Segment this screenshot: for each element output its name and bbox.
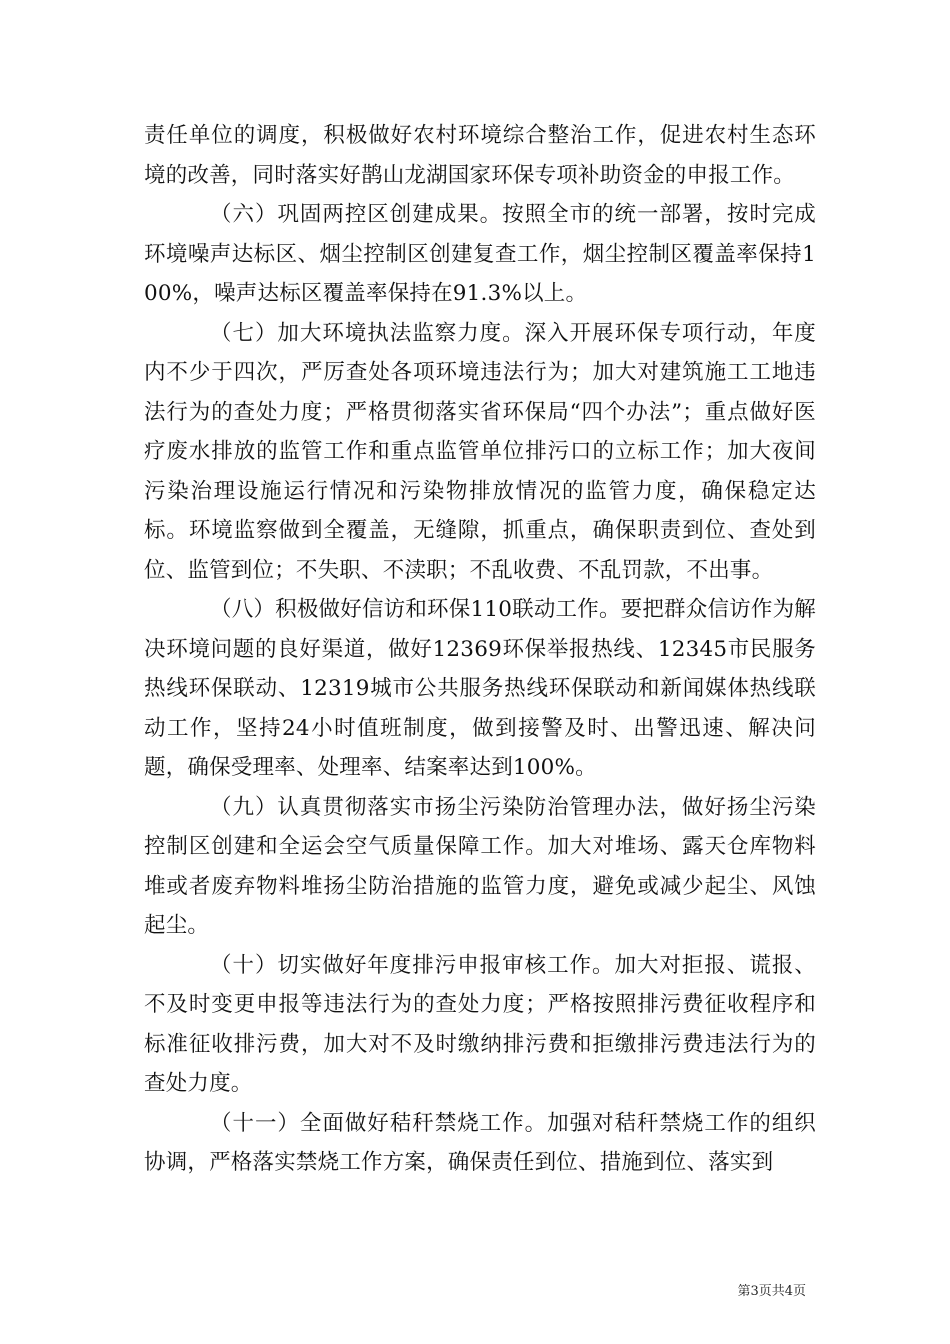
paragraph-item-6: （六）巩固两控区创建成果。按照全市的统一部署，按时完成环境噪声达标区、烟尘控制区创建复查工作，烟尘控制区覆盖率保持100%，噪声达标区覆盖率保持在91.3%以上。 [144, 202, 816, 306]
paragraph-item-8: （八）积极做好信访和环保110联动工作。要把群众信访作为解决环境问题的良好渠道，做好12369环保举报热线、12345市民服务热线环保联动、12319城市公共服务热线环保联动和新闻媒体热线联动工作，坚持24小时值班制度，做到接警及时、出警迅速、解决问题，确保受理率、处理率、结案率达到100%。 [144, 597, 816, 780]
paragraph-item-10: （十）切实做好年度排污申报审核工作。加大对拒报、谎报、不及时变更申报等违法行为的查处力度；严格按照排污费征收程序和标准征收排污费，加大对不及时缴纳排污费和拒缴排污费违法行为的查处力度。 [144, 952, 816, 1096]
document-body [144, 116, 816, 1183]
page-number: 第3页共4页 [737, 1284, 806, 1299]
paragraph-continuation: 责任单位的调度，积极做好农村环境综合整治工作，促进农村生态环境的改善，同时落实好鹊山龙湖国家环保专项补助资金的申报工作。 [144, 123, 816, 188]
paragraph-item-11: （十一）全面做好秸秆禁烧工作。加强对秸秆禁烧工作的组织协调，严格落实禁烧工作方案，确保责任到位、措施到位、落实到 [144, 1110, 816, 1175]
paragraph-item-7: （七）加大环境执法监察力度。深入开展环保专项行动，年度内不少于四次，严厉查处各项环境违法行为；加大对建筑施工工地违法行为的查处力度；严格贯彻落实省环保局“四个办法”；重点做好医疗废水排放的监管工作和重点监管单位排污口的立标工作；加大夜间污染治理设施运行情况和污染物排放情况的监管力度，确保稳定达标。环境监察做到全覆盖，无缝隙，抓重点，确保职责到位、查处到位、监管到位；不失职、不渎职；不乱收费、不乱罚款，不出事。 [144, 320, 816, 583]
paragraph-item-9: （九）认真贯彻落实市扬尘污染防治管理办法，做好扬尘污染控制区创建和全运会空气质量保障工作。加大对堆场、露天仓库物料堆或者废弃物料堆扬尘防治措施的监管力度，避免或减少起尘、风蚀起尘。 [144, 794, 816, 938]
